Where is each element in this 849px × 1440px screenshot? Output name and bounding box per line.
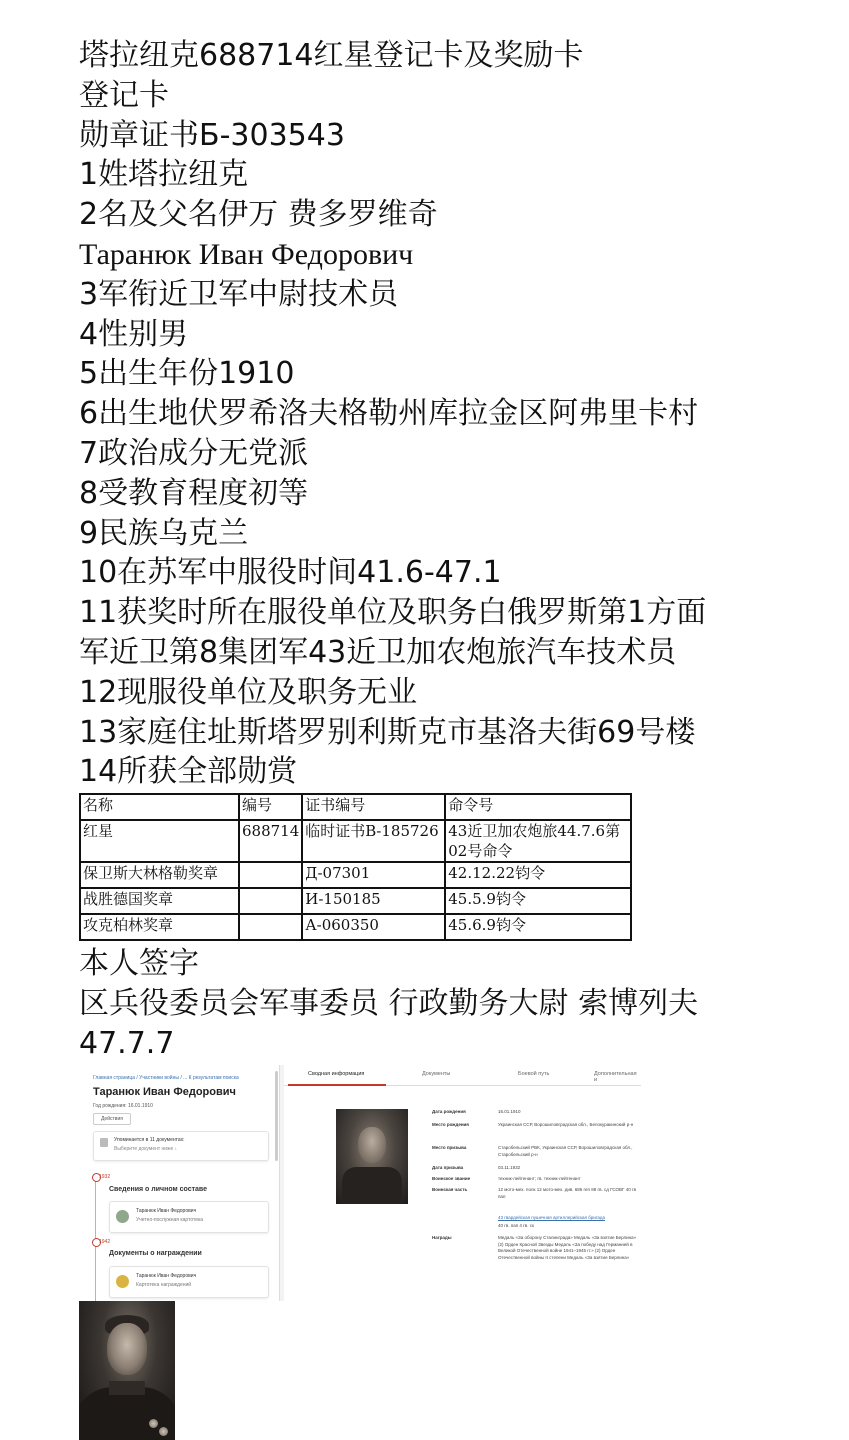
document-icon: [100, 1138, 108, 1147]
field-label: Дата призыва: [432, 1165, 464, 1170]
table-cell: 攻克柏林奖章: [80, 914, 239, 940]
table-row: [80, 914, 631, 940]
section-personnel: Сведения о личном составе: [109, 1186, 208, 1193]
portrait-uniform: [342, 1167, 402, 1204]
field-label: Награды: [432, 1235, 452, 1240]
person-name: Таранюк Иван Федорович: [93, 1086, 236, 1098]
document-line: 8受教育程度初等: [79, 475, 309, 511]
document-line: 5出生年份1910: [79, 356, 295, 392]
table-cell: 42.12.22钧令: [445, 862, 631, 888]
medal-icon: [159, 1427, 168, 1436]
table-cell: 43近卫加农炮旅44.7.6第02号命令: [445, 820, 631, 862]
field-label: Место рождения: [432, 1122, 469, 1127]
awards-table: [79, 793, 632, 941]
table-header-cell: 证书编号: [302, 794, 445, 820]
field-value: Украинская ССР, Ворошиловградская обл., Белокуракинский р-н: [498, 1122, 634, 1127]
database-screenshot: [79, 1065, 641, 1301]
personnel-card[interactable]: [109, 1201, 269, 1233]
awards-card[interactable]: [109, 1266, 269, 1298]
photo-collar: [109, 1381, 145, 1395]
table-cell: 战胜德国奖章: [80, 888, 239, 914]
document-line: 3军衔近卫军中尉技术员: [79, 276, 399, 312]
field-value: 12 мото-мех. полк 12 мото-мех. див. 686 геп 88 гв. сд ГСОВГ 40 гв пап: [498, 1187, 637, 1199]
card-type: Учетно-послужная картотека: [136, 1217, 204, 1223]
section-awards: Документы о награждении: [109, 1250, 202, 1257]
table-cell: 45.6.9钧令: [445, 914, 631, 940]
breadcrumb[interactable]: Главная страница / Участники войны / ... К результатам поиска: [93, 1075, 239, 1081]
table-cell: 688714: [239, 820, 302, 862]
field-value: Медаль «За оборону Сталинграда» Медаль «За взятие Берлина» (2) Орден Красной Звезды Медаль «За победу над Германией в Великой Отечественной войне 1941–1945 гг.» (2) Орден Отечественной войны II степени Медаль «За взятие Берлина»: [498, 1235, 637, 1260]
sidebar-scrollbar[interactable]: [275, 1071, 278, 1161]
bottom-fade: [489, 1275, 641, 1301]
document-text: [79, 36, 779, 792]
field-label: Воинская часть: [432, 1187, 468, 1192]
document-line: 塔拉纽克688714红星登记卡及奖励卡: [79, 38, 584, 73]
card-type: Картотека награждений: [136, 1282, 192, 1288]
table-cell: [239, 914, 302, 940]
document-line: 14所获全部勋赏: [79, 754, 298, 790]
field-value: 40 гв. пап 4 гв. ск: [498, 1223, 534, 1228]
table-cell: [239, 862, 302, 888]
document-line: 勋章证书Б-303543: [79, 117, 345, 153]
document-line: 6出生地伏罗希洛夫格勒州库拉金区阿弗里卡村: [79, 396, 699, 432]
field-label: Дата рождения: [432, 1109, 466, 1114]
table-row: [80, 820, 631, 862]
portrait-photo: [336, 1109, 408, 1204]
table-header-cell: 编号: [239, 794, 302, 820]
document-line: 13家庭住址斯塔罗别利斯克市基洛夫街69号楼: [79, 714, 696, 750]
table-row: [80, 888, 631, 914]
field-label: Место призыва: [432, 1145, 467, 1150]
active-tab-indicator: [288, 1084, 386, 1086]
document-line: 1姓塔拉纽克: [79, 157, 249, 193]
document-line: 军近卫第8集团军43近卫加农炮旅汽车技术员: [79, 634, 677, 670]
tab-documents[interactable]: Документы: [422, 1071, 451, 1077]
signature-line: 区兵役委员会军事委员 行政勤务大尉 索博列夫: [79, 985, 699, 1021]
table-cell: [239, 888, 302, 914]
table-header-row: [80, 794, 631, 820]
document-line: 登记卡: [79, 77, 169, 113]
table-cell: 红星: [80, 820, 239, 862]
soldier-photo: [79, 1301, 175, 1440]
mentions-title: Упоминается в 11 документах:: [114, 1137, 185, 1143]
summary-panel: [284, 1065, 641, 1301]
document-line: 12现服役单位及职务无业: [79, 674, 418, 710]
document-line: 2名及父名伊万 费多罗维奇: [79, 197, 438, 233]
table-cell: Д-07301: [302, 862, 445, 888]
mentions-subtitle: Выберите документ ниже ↓: [114, 1146, 178, 1152]
card-badge-icon: [116, 1210, 129, 1223]
table-cell: 45.5.9钧令: [445, 888, 631, 914]
signature-line: 47.7.7: [79, 1025, 175, 1061]
tab-combat-path[interactable]: Боевой путь: [518, 1071, 550, 1077]
document-line: 9民族乌克兰: [79, 515, 249, 551]
table-cell: 临时证书В-185726: [302, 820, 445, 862]
timeline-year: 1942: [99, 1239, 111, 1245]
table-cell: А-060350: [302, 914, 445, 940]
table-cell: И-150185: [302, 888, 445, 914]
medal-icon: [149, 1419, 158, 1428]
field-value: Старобельский РВК, Украинская ССР, Ворошиловградская обл., Старобельский р-н: [498, 1145, 633, 1157]
card-person-name: Таранюк Иван Федорович: [136, 1273, 197, 1279]
portrait-face: [358, 1127, 386, 1163]
table-header-cell: 命令号: [445, 794, 631, 820]
birth-year-line: Год рождения: 16.01.1910: [93, 1103, 153, 1109]
mentions-card[interactable]: [93, 1131, 269, 1161]
photo-face: [107, 1323, 147, 1375]
document-line: 11获奖时所在服役单位及职务白俄罗斯第1方面: [79, 595, 707, 631]
card-person-name: Таранюк Иван Федорович: [136, 1208, 197, 1214]
document-line: 7政治成分无党派: [79, 435, 309, 471]
document-line: 10在苏军中服役时间41.6-47.1: [79, 555, 502, 591]
signature-line: 本人签字: [79, 946, 199, 981]
signature-block: [79, 944, 698, 1063]
medal-icon: [116, 1275, 129, 1288]
actions-button[interactable]: Действия: [93, 1113, 131, 1125]
unit-link[interactable]: 43 гвардейская пушечная артиллерийская бригада: [498, 1215, 605, 1220]
document-line: 4性别男: [79, 316, 189, 352]
tab-additional[interactable]: Дополнительная и: [594, 1071, 637, 1083]
table-cell: 保卫斯大林格勒奖章: [80, 862, 239, 888]
timeline-year: 1932: [99, 1174, 111, 1180]
tab-summary[interactable]: Сводная информация: [308, 1071, 365, 1077]
field-value: 03.11.1932: [498, 1165, 521, 1170]
field-value: техник-лейтенант; гв. техник-лейтенант: [498, 1176, 581, 1181]
person-sidebar: [79, 1065, 280, 1301]
tab-bar: [284, 1065, 641, 1086]
table-row: [80, 862, 631, 888]
document-line: Таранюк Иван Федорович: [79, 237, 414, 271]
field-value: 16.01.1910: [498, 1109, 521, 1114]
table-header-cell: 名称: [80, 794, 239, 820]
field-label: Воинское звание: [432, 1176, 471, 1181]
